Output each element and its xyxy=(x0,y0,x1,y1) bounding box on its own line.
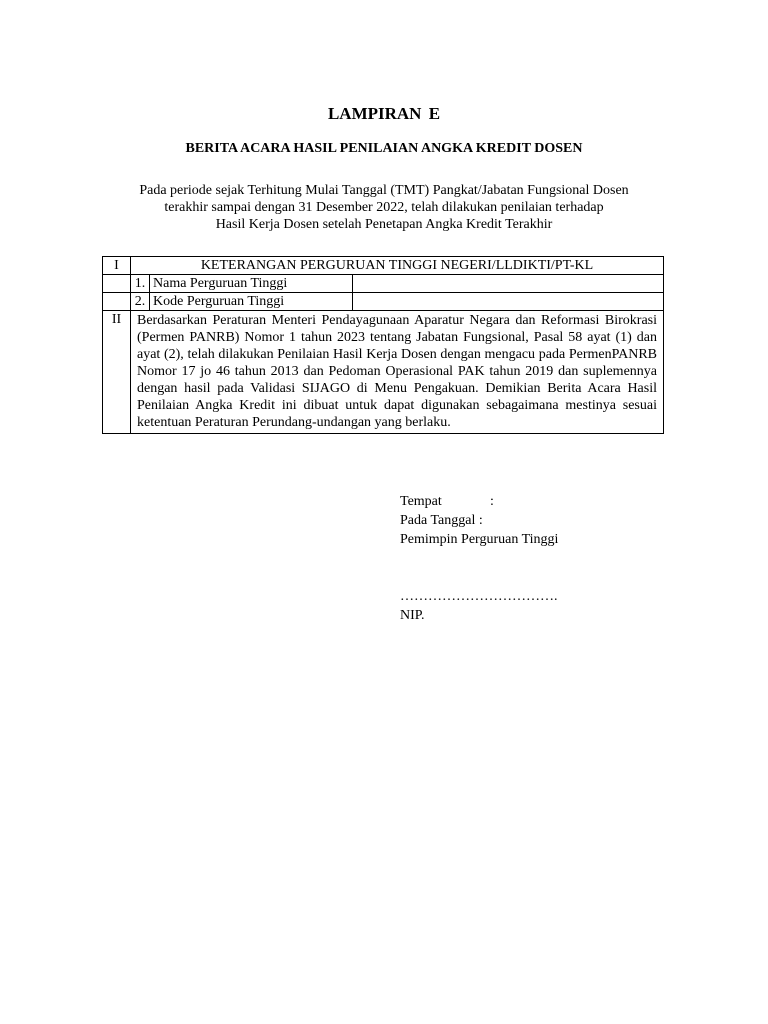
table-row xyxy=(103,275,664,293)
signature-dotted-line: ……………………………. xyxy=(400,589,558,604)
table-row xyxy=(103,293,664,311)
row-value-kode-perguruan-tinggi[interactable] xyxy=(353,293,664,311)
row-number: 1. xyxy=(131,275,150,293)
signature-role: Pemimpin Perguruan Tinggi xyxy=(400,532,559,547)
place-colon: : xyxy=(490,494,494,509)
document-subtitle: BERITA ACARA HASIL PENILAIAN ANGKA KREDIT DOSEN xyxy=(185,141,583,156)
row-number: 2. xyxy=(131,293,150,311)
signature-place-row xyxy=(400,492,558,511)
place-label: Tempat xyxy=(400,494,442,509)
row-label-nama-perguruan-tinggi: Nama Perguruan Tinggi xyxy=(150,275,353,293)
intro-line-2: terakhir sampai dengan 31 Desember 2022, telah dilakukan penilaian terhadap xyxy=(164,200,604,215)
intro-paragraph xyxy=(90,182,678,233)
section-1-header: KETERANGAN PERGURUAN TINGGI NEGERI/LLDIKTI/PT-KL xyxy=(131,257,664,275)
row-label-kode-perguruan-tinggi: Kode Perguruan Tinggi xyxy=(150,293,353,311)
intro-line-3: Hasil Kerja Dosen setelah Penetapan Angka Kredit Terakhir xyxy=(215,217,553,232)
section-2-number: II xyxy=(103,311,131,434)
empty-cell xyxy=(103,275,131,293)
section-1-header-row xyxy=(103,257,664,275)
assessment-table xyxy=(102,256,664,434)
row-value-nama-perguruan-tinggi[interactable] xyxy=(353,275,664,293)
signature-nip: NIP. xyxy=(400,608,425,623)
intro-line-1: Pada periode sejak Terhitung Mulai Tanggal (TMT) Pangkat/Jabatan Fungsional Dosen xyxy=(139,183,629,198)
section-2-text: Berdasarkan Peraturan Menteri Pendayagunaan Aparatur Negara dan Reformasi Birokrasi (Permen PANRB) Nomor 1 tahun 2023 tentang Jabatan Fungsional, Pasal 58 ayat (1) dan ayat (2), telah dilakukan Penilaian Hasil Kerja Dosen dengan mengacu pada PermenPANRB Nomor 17 jo 46 tahun 2013 dan Pedoman Operasional PAK tahun 2019 dan suplemennya dengan hasil pada Validasi SIJAGO di Menu Pengakuan. Demikian Berita Acara Hasil Penilaian Angka Kredit ini dibuat untuk dapat digunakan sebagaimana mestinya sesuai ketentuan Peraturan Perundang-undangan yang berlaku. xyxy=(131,311,664,434)
signature-space xyxy=(400,549,558,587)
page-title: LAMPIRAN E xyxy=(327,104,441,123)
signature-block xyxy=(400,492,558,625)
section-2-row xyxy=(103,311,664,434)
signature-date-label: Pada Tanggal : xyxy=(400,513,483,528)
section-1-number: I xyxy=(103,257,131,275)
empty-cell xyxy=(103,293,131,311)
